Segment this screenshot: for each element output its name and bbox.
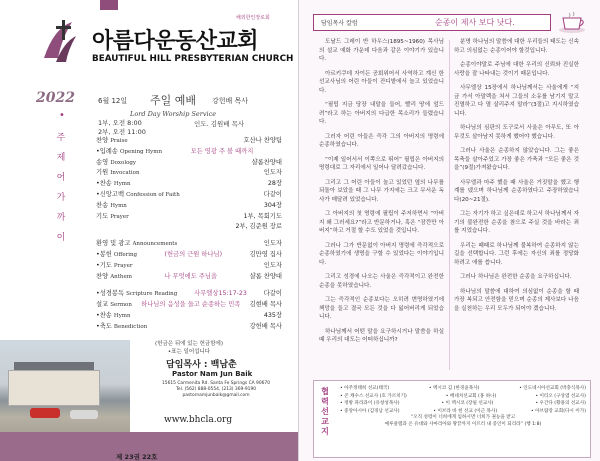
column-paragraph: 사무엘상 15장에서 하나님께서는 사울에게 “지금 가서 아말렉을 쳐서 그들의 소유를 남기지 말고 진멸하고 다 멸 살리주지 말라”(3절)고 지시하였습니다. — [454, 85, 579, 117]
service-leader: 인도. 김원배 목사 — [194, 120, 245, 128]
column-paragraph: “필립 지금 당장 내말을 들어, 빨리 땅에 엎드려”라고 하는 아버지의 다급한 목소리가 들렸습니다. — [319, 102, 444, 125]
column-text-right — [454, 38, 579, 319]
church-address: 15615 Carmenita Rd. Santa Fe Springs CA 90670 Tel. (562) 888-0554, (213) 369-9190 pastornamjunbaik@gmail.com — [162, 381, 270, 398]
column-paragraph: 하나님의 말씀에 대하여 의심없이 순종을 할 때 가장 복되고 안전함을 믿으며 순종의 제사보다 나음을 실천하는 우리 모두가 되어야 겠습니다. — [454, 288, 579, 312]
service-title-en: Lord Day Worship Service — [130, 110, 217, 118]
issue-number: 제 23권 22호 — [116, 453, 158, 461]
column-paragraph: 그러자 어린 아들은 즉각 그의 아버지의 명령에 순종하였습니다. — [319, 133, 444, 148]
coffee-cup-icon — [557, 10, 587, 34]
column-paragraph: 그리고 성경에 나오는 사울은 즉각적이고 완전한 순종을 못하였습니다. — [319, 274, 444, 289]
column-paragraph: 도날드 그레이 반 하우스(1895~1960) 목사님의 설교 예화 가운데 다음과 같은 이야기가 있습니다. — [319, 39, 444, 62]
mission-partners-label: 협 력 선 교 지 — [321, 387, 329, 436]
mission-partners-box — [313, 380, 591, 458]
scripture-footer: 예루살렘과 온 유대와 사마리아와 땅끝까지 이르러 내 증인이 되리라” (행 1:8) — [384, 422, 542, 428]
order-item: •신앙고백 Confession of Faith 다같이 — [96, 190, 282, 198]
mission-partners-list — [340, 385, 586, 429]
column-paragraph: 아르키쿠데 자이든 공회위어서 사역하고 계신 한 선교사님의 어린 아들이 잔디밭에서 놀고 있었습니다. — [319, 70, 444, 94]
order-item: 기도 Prayer 1부, 목회기도 — [96, 212, 282, 220]
order-item: •축도 Benediction 강헌배 목사 — [96, 322, 282, 330]
column-paragraph: 그는 즉각적인 순종보다는 오히려 변명하였기에 책망을 들고 결국 모든 것을 다 잃어버리게 되었습니다. — [319, 297, 444, 320]
order-item: 기원 Invocation 인도자 — [96, 169, 282, 177]
order-item: 찬양 Anthem 나 무엇에도 주님을 샬롬 찬양대 — [96, 272, 282, 280]
order-item: •성경봉독 Scripture Reading 사무엘상15:17-23 다같이 — [96, 290, 282, 298]
service-preacher: 강헌배 목사 — [212, 97, 249, 105]
column-paragraph: 그 아버지의 첫 명령에 필립이 주저하면서 “아버지 왜 그러세요?”라고 반문하거나, 혹은 “잠깐만 아버지”하고 거절 할 수도 있었을 것입니다. — [319, 211, 444, 234]
order-item: 송영 Doxology 샬롬찬양대 — [96, 158, 282, 166]
mission-partner-row: • 콘 캐수스 선교사 (호 가르치기) • 베네치선교회 (홍 하나) • 이티오 (구상엽 선교사) — [340, 393, 586, 399]
column-paragraph: 그러나 사울은 순종하지 않았습니다. 그는 좋은 목축들 살아주었고 가장 좋은 가축과 “모든 좋은 것을”(9절)가져왔습니다. — [454, 148, 579, 171]
column-paragraph: “이제 일어서서 이쪽으로 뛰어” 필립은 아버지의 명령대로 그 자리에서 일어나 달려갔습니다. — [319, 156, 444, 171]
bulletin-cover-page: 해외한인장로회 아름다운동산교회 BEAUTIFUL HILL PRESBYTERIAN CHURCH 2022 • 주 제 어 가 까 이 6월 12일 주일 예배 강헌배 목사 Lord Day Worship Service 1부, 오전 8:00 2부, 오전 11:00 인도. 김원배 목사 찬양 Praise 호산나 찬양팀 •입례송 Opening Hymn 모든 영광 주 볼 때까지 송영 Doxology 샬롬찬양대 기원 Invocation 인도자 •찬송 Hymn 28장 •신앙고백 Confession of Faith 다같이 찬송 Hymn 304장 기도 Prayer 1부, 목회기도 2부, 김준원 장로 환영 및 광고 Announcements 인도자 •봉헌 Offering (헌금의 근원 하나님) 김만영 집사 •기도 Prayer 인도자 찬양 Anthem 나 무엇에도 주님을 샬롬 찬양대 •성경봉독 Scripture Reading 사무엘상15:17-23 다같이 설교 Sermon 하나님의 음성을 들고 순종하는 민족 김현배 목사 •찬송 Hymn 435장 •축도 Benediction 강헌배 목사 (헌금은 뒤에 있는 헌금함에) •표는 일어섭니다 담임목사 : 백남춘 Pastor Nam Jun Baik 15615 Carmenita Rd. Santa Fe Springs CA 90670 Tel. (562) 888-0554, (213) 369-9190 pastornamjunbaik@gmail.com www.bhcla.org 제 23권 22호 — [0, 0, 299, 461]
column-paragraph: 그러나 그가 반문없이 아버지 명령에 즉각적으로 순종하였기에 생명을 구할 수 있었다는 이야기입니다. — [319, 242, 444, 266]
decorative-tab — [100, 0, 118, 10]
order-item: •기도 Prayer 인도자 — [96, 261, 282, 269]
column-paragraph: 그러나 하나님은 완전한 순종을 요구하십니다. — [460, 274, 572, 280]
column-paragraph: 그는 자기가 하고 싶은대로 하고서 하나님께서 자기의 불완전한 순종을 참으로 주실 것을 바라는 죄를 지었습니다. — [454, 211, 579, 234]
order-item: •찬송 Hymn 435장 — [96, 311, 282, 319]
column-title: 순종이 제사 보다 낫다. — [435, 18, 515, 27]
senior-pastor: 담임목사 : 백남춘 — [166, 360, 237, 370]
column-header — [313, 12, 553, 32]
scripture-footer: “오직 성령이 너희에게 임하시면 너희가 권능을 받고 — [410, 415, 516, 421]
column-paragraph: 분명 하나님의 말씀에 대한 우리들의 태도는 신속 하고 의심없는 순종이어야 할것입니다. — [454, 39, 579, 54]
order-item: 찬양 Praise 호산나 찬양팀 — [96, 137, 282, 144]
order-of-worship — [96, 136, 282, 356]
column-text-left — [319, 38, 444, 351]
column-paragraph: 하나님께서 어떤 말을 요구하시거나 말씀을 하실때 우리의 대도는 어떠하십니까? — [319, 328, 444, 343]
order-item: •봉헌 Offering (헌금의 근원 하나님) 김만영 집사 — [96, 250, 282, 258]
order-item: 2부, 김준원 장로 — [235, 223, 282, 231]
order-item: 찬송 Hymn 304장 — [96, 201, 282, 209]
church-website[interactable]: www.bhcla.org — [164, 415, 233, 425]
column-paragraph: 하나님의 심판의 도구로서 사울은 아무도, 또 아무것도 살아남지 못하게 했어야 했습니다. — [454, 125, 579, 140]
standing-note: •표는 일어섭니다 — [167, 348, 211, 355]
order-item: •찬송 Hymn 28장 — [96, 180, 282, 188]
column-paragraph: 사무엘과 마주 했을 때 사울은 거짓말을 했고 행계를 댔으며 하나님께 순종하였다고 주장하였습니다(20~21절). — [454, 179, 579, 203]
service-times: 1부, 오전 8:00 2부, 오전 11:00 — [98, 119, 146, 136]
year: 2022 — [36, 90, 75, 106]
denomination: 해외한인장로회 — [236, 15, 270, 21]
mission-partner-row: • 정방 파라과이 (유창성목사) • 이 멕시코 (장필 선교사) • 우간다 (황용의 선교사) — [340, 401, 586, 407]
order-item: 환영 및 광고 Announcements 인도자 — [96, 240, 282, 248]
column-paragraph: 순종이야말로 주님에 대한 우리의 신뢰와 진실한 사랑을 잘 나타내는 것이기 때문입니다. — [454, 62, 579, 77]
church-logo-icon — [38, 18, 80, 66]
order-item: •입례송 Opening Hymn 모든 영광 주 볼 때까지 — [96, 147, 254, 155]
column-paragraph: 우리는 때때로 하나님께 불복하여 순종하지 않는 길을 선택합니다. 그런 후에는 자신의 죄를 정당화하려고 애를 씁니다. — [454, 242, 579, 266]
offering-note: (헌금은 뒤에 있는 헌금함에) — [155, 340, 223, 347]
column-paragraph: 그리고 그 어린 아들이 놀고 있었던 옆의 나무를 되돌아 보았을 때 그 나무 가지에는 크고 무서운 독사가 매달려 있었습니다. — [319, 179, 444, 203]
pastor-column-page — [299, 0, 600, 461]
column-label: 담임목사 칼럼 — [321, 20, 358, 27]
service-title: 주일 예배 — [150, 94, 197, 107]
theme-vertical: 주 제 어 가 까 이 — [56, 133, 66, 243]
order-item: 설교 Sermon 하나님의 음성을 들고 순종하는 민족 김현배 목사 — [96, 301, 282, 309]
mission-partner-row: • 중앙아시아 (김경남 선교사) • 이브라 바 헌 선교 (이근 목사) • 아브람장 교회(다시 이가) — [340, 408, 586, 414]
church-name-ko: 아름다운동산교회 — [92, 29, 259, 54]
church-name-en: BEAUTIFUL HILL PRESBYTERIAN CHURCH — [92, 54, 294, 64]
service-date: 6월 12일 — [98, 97, 128, 105]
senior-pastor-en: Pastor Nam Jun Baik — [172, 370, 253, 378]
mission-partner-row: • 아주정태희 선교(태국) • 멕시코 김 (한경윤목사) • 인도네시아선교회 (박충식목사) — [340, 386, 586, 391]
